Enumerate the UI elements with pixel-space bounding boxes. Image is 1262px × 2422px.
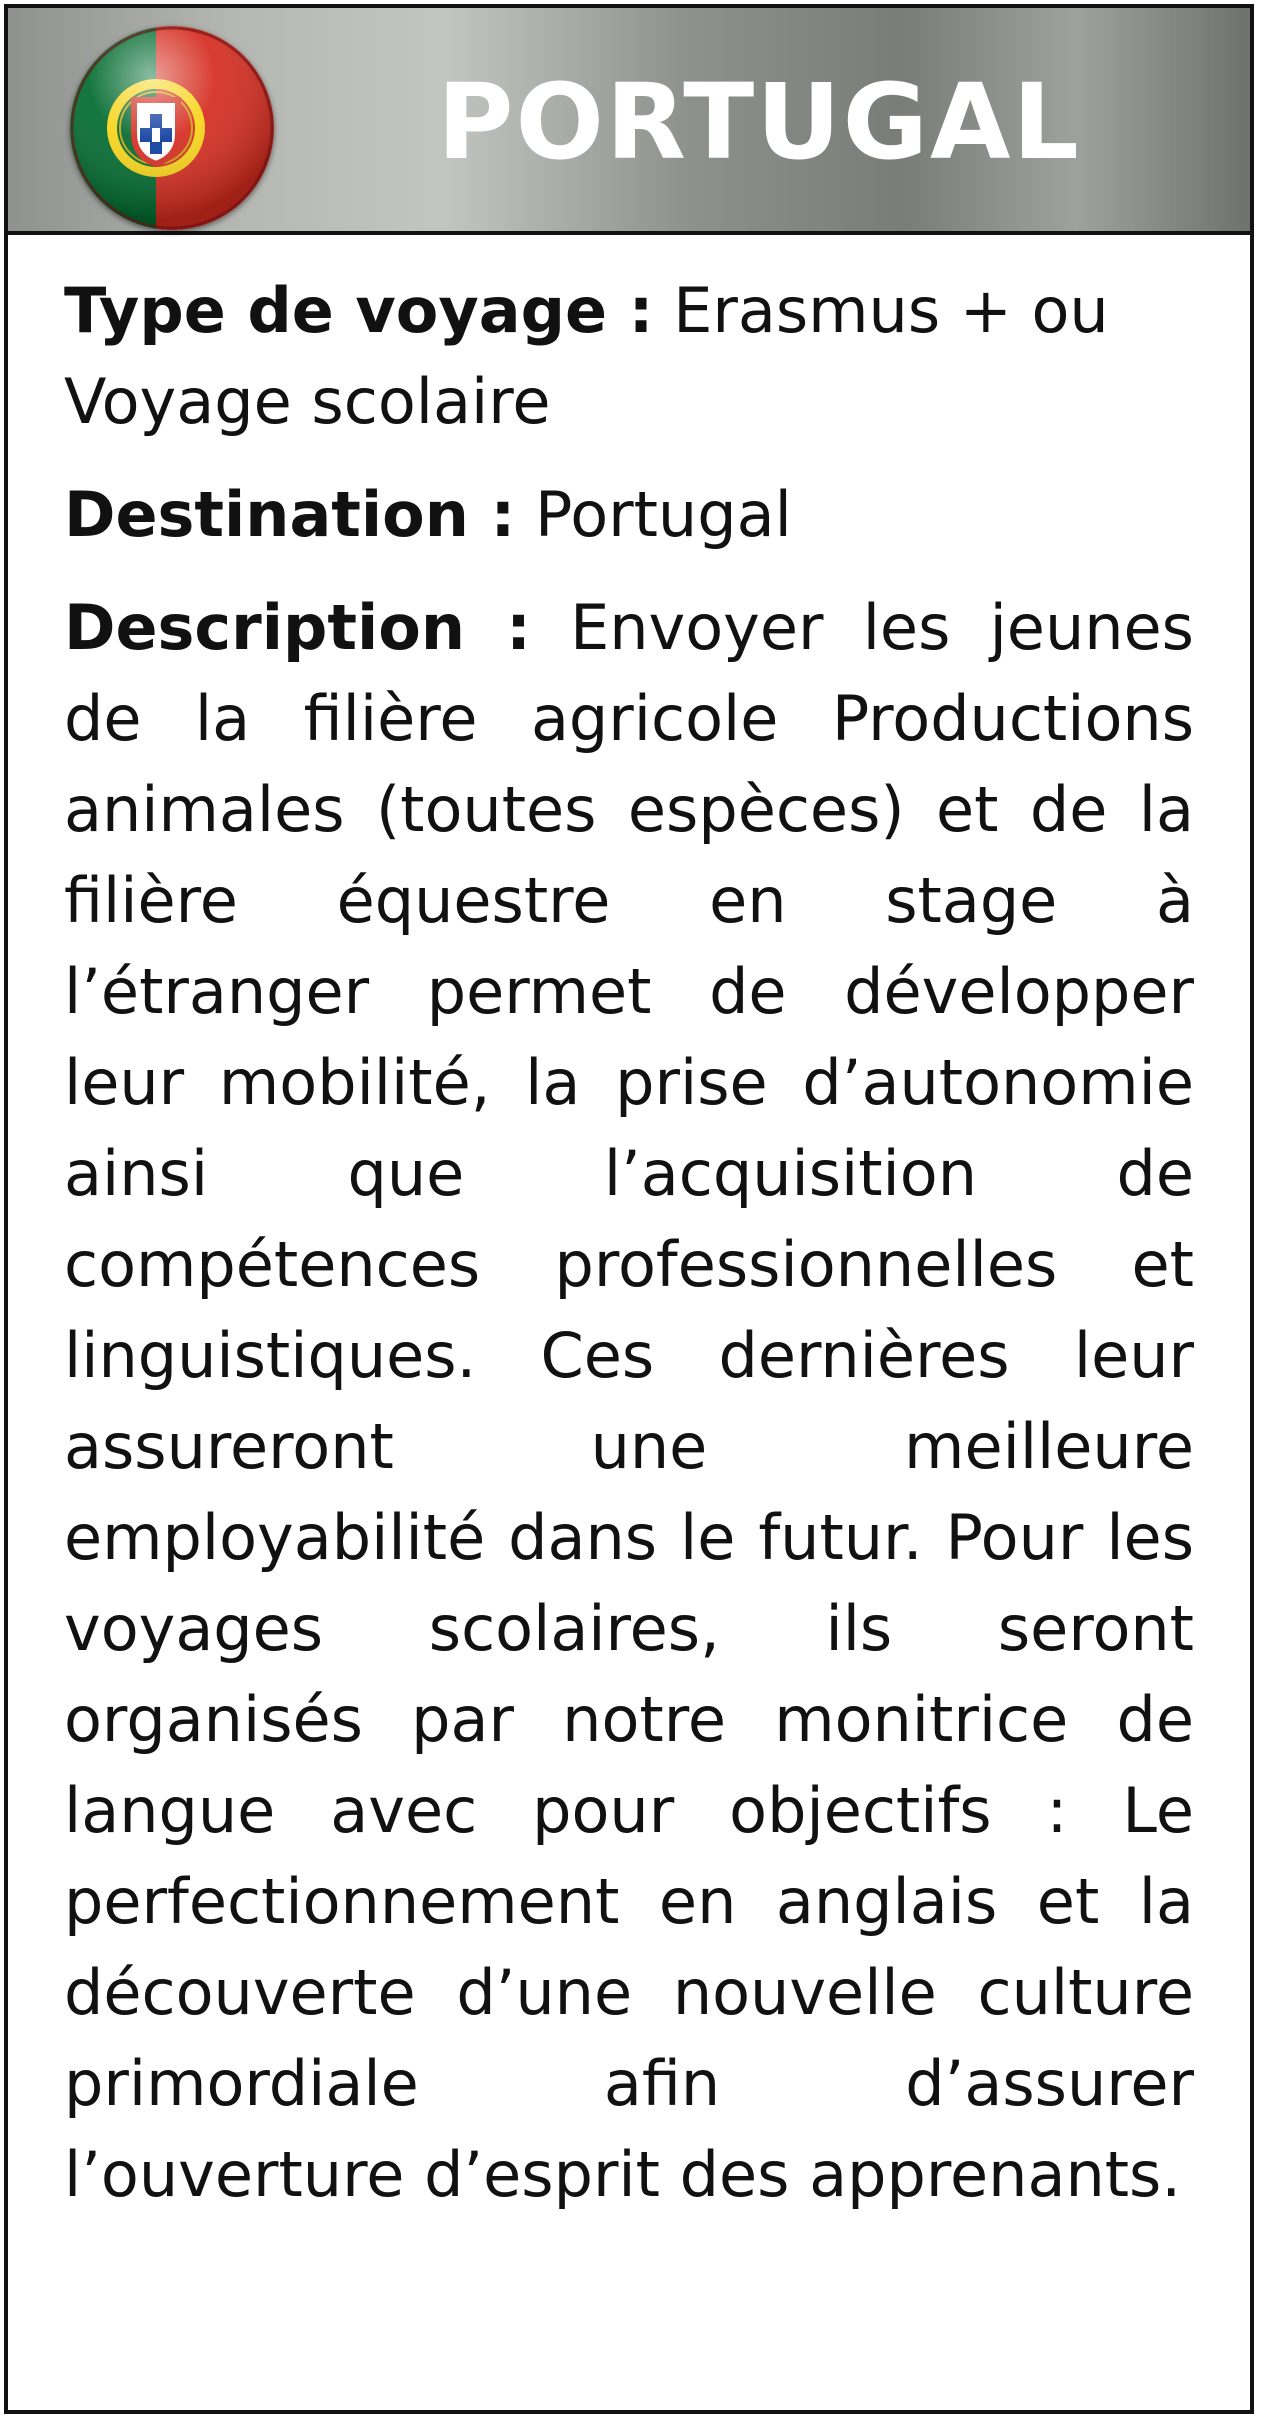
destination-label: Destination : (64, 478, 516, 551)
destination-value: Portugal (535, 478, 792, 551)
portugal-flag-icon (70, 26, 274, 230)
card-header (8, 8, 1250, 235)
travel-type-field (64, 265, 1194, 447)
description-field (64, 582, 1194, 2220)
info-card (4, 4, 1254, 2414)
description-label: Description : (64, 591, 531, 664)
travel-type-value: Erasmus + ou Voyage scolaire (64, 274, 1109, 438)
country-title: PORTUGAL (437, 60, 1081, 183)
description-value: Envoyer les jeunes de la filière agricole Productions animales (toutes espèces) et de la filière équestre en stage à l’étranger permet de développer leur mobilité, la prise d’autonomie ainsi que l’acquisition de compétences professionnelles et linguistiques. Ces dernières leur assureront une meilleure employabilité dans le futur. Pour les voyages scolaires, ils seront organisés par notre monitrice de langue avec pour objectifs : Le perfectionnement en anglais et la découverte d’une nouvelle culture primordiale afin d’assurer l’ouverture d’esprit des apprenants. (64, 591, 1194, 2211)
destination-field (64, 469, 1194, 560)
card-content (8, 235, 1250, 2220)
travel-type-label: Type de voyage : (64, 274, 654, 347)
